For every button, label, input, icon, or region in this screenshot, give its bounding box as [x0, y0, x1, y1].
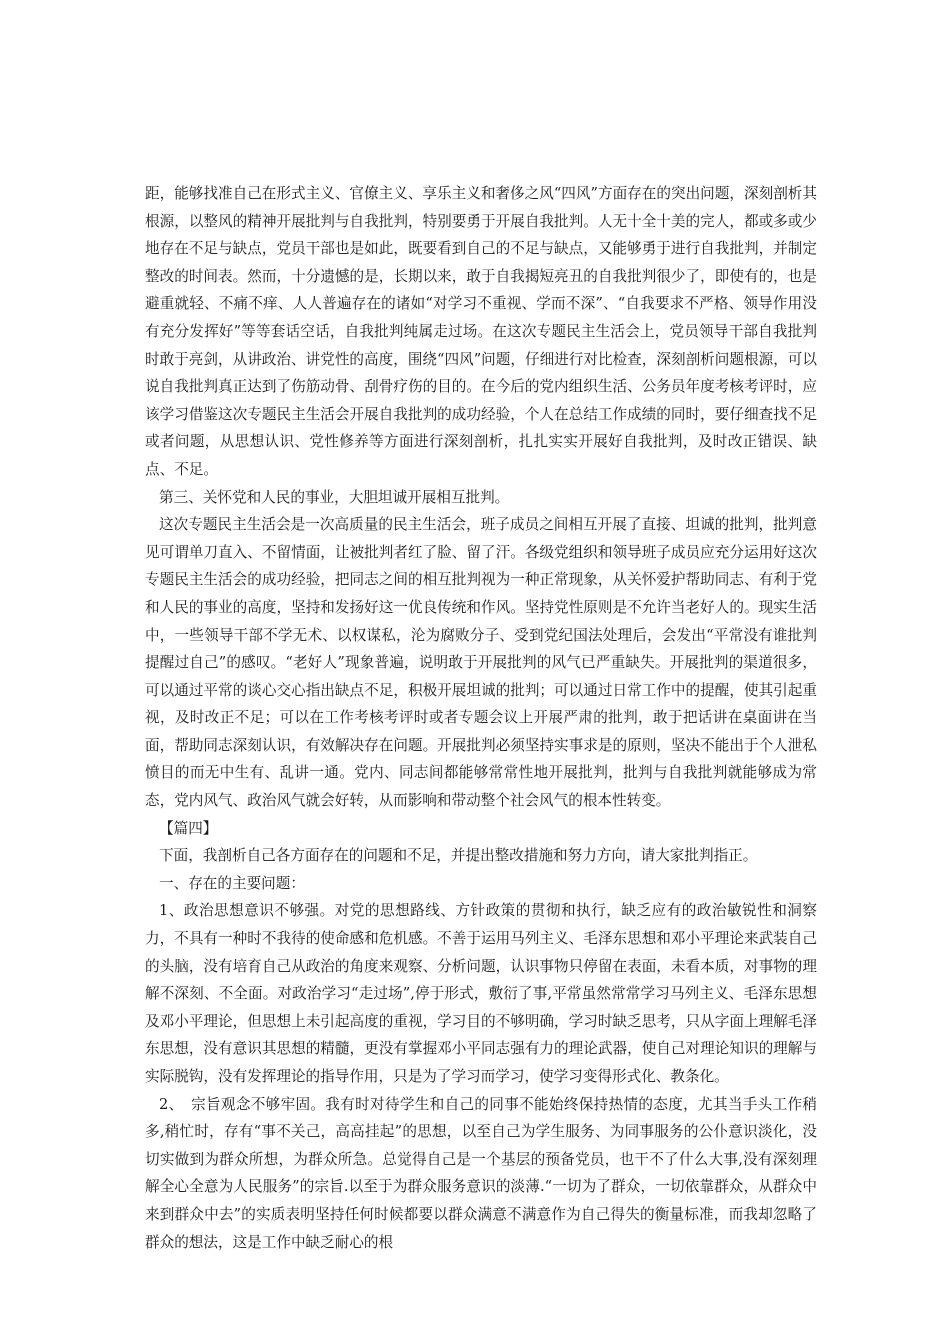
paragraph-intro: 下面，我剖析自己各方面存在的问题和不足，并提出整改措施和努力方向，请大家批判指正。 [159, 847, 758, 865]
heading-third-point: 第三、关怀党和人民的事业，大胆坦诚开展相互批判。 [159, 488, 510, 506]
paragraph-self-criticism: 距，能够找准自己在形式主义、官僚主义、享乐主义和奢侈之风“四风”方面存在的突出问题，深刻剖析其根源，以整风的精神开展批判与自我批判，特别要勇于开展自我批判。人无十全十美的完人，都或多或少地存在不足与缺点，党员干部也是如此，既要看到自己的不足与缺点，又能够勇于进行自我批判，并制定整改的时间表。然而，十分遗憾的是，长期以来，敢于自我揭短亮丑的自我批判很少了，即使有的，也是避重就轻、不痛不痒、人人普遍存在的诸如“对学习不重视、学而不深”、“自我要求不严格、领导作用没有充分发挥好”等等套话空话，自我批判纯属走过场。在这次专题民主生活会上，党员领导干部自我批判时敢于亮剑，从讲政治、讲党性的高度，围绕“四风”问题，仔细进行对比检查，深刻剖析问题根源，可以说自我批判真正达到了伤筋动骨、刮骨疗伤的目的。在今后的党内组织生活、公务员年度考核考评时，应该学习借鉴这次专题民主生活会开展自我批判的成功经验，个人在总结工作成绩的同时，要仔细查找不足或者问题，从思想认识、党性修养等方面进行深刻剖析，扎扎实实开展好自我批判，及时改正错误、缺点、不足。 [145, 185, 817, 478]
paragraph-problem-1: 1、政治思想意识不够强。对党的思想路线、方针政策的贯彻和执行，缺乏应有的政治敏锐性和洞察力，不具有一种时不我待的使命感和危机感。不善于运用马列主义、毛泽东思想和邓小平理论来武装自己的头脑，没有培育自己从政治的角度来观察、分析问题，认识事物只停留在表面，未看本质，对事物的理解不深刻、不全面。对政治学习“走过场”,停于形式，敷衍了事,平常虽然常常学习马列主义、毛泽东思想及邓小平理论，但思想上未引起高度的重视，学习目的不够明确，学习时缺乏思考，只从字面上理解毛泽东思想，没有意识其思想的精髓，更没有掌握邓小平同志强有力的理论武器，使自己对理论知识的理解与实际脱钩，没有发挥理论的指导作用，只是为了学习而学习，使学习变得形式化、教条化。 [145, 902, 817, 1085]
document-body [145, 180, 817, 1256]
section-heading-part-four: 【篇四】 [159, 819, 218, 837]
paragraph-problem-2: 2、 宗旨观念不够牢固。我有时对待学生和自己的同事不能始终保持热情的态度，尤其当手头工作稍多,稍忙时，存有“事不关己，高高挂起”的思想，以至自己为学生服务、为同事服务的公仆意识淡化，没切实做到为群众所想，为群众所急。总觉得自己是一个基层的预备党员，也干不了什么大事,没有深刻理解全心全意为人民服务”的宗旨.以至于为群众服务意识的淡薄.“一切为了群众，一切依靠群众，从群众中来到群众中去”的实质表明坚持任何时候都要以群众满意不满意作为自己得失的衡量标准，而我却忽略了群众的想法，这是工作中缺乏耐心的根 [145, 1095, 817, 1251]
heading-main-problems: 一、存在的主要问题： [159, 874, 305, 892]
paragraph-mutual-criticism: 这次专题民主生活会是一次高质量的民主生活会，班子成员之间相互开展了直接、坦诚的批判，批判意见可谓单刀直入、不留情面，让被批判者红了脸、留了汗。各级党组织和领导班子成员应充分运用好这次专题民主生活会的成功经验，把同志之间的相互批判视为一种正常现象，从关怀爱护帮助同志、有利于党和人民的事业的高度，坚持和发扬好这一优良传统和作风。坚持党性原则是不允许当老好人的。现实生活中，一些领导干部不学无术、以权谋私，沦为腐败分子、受到党纪国法处理后，会发出“平常没有谁批判提醒过自己”的感叹。“老好人”现象普遍，说明敢于开展批判的风气已严重缺失。开展批判的渠道很多，可以通过平常的谈心交心指出缺点不足，积极开展坦诚的批判；可以通过日常工作中的提醒，使其引起重视，及时改正不足；可以在工作考核考评时或者专题会议上开展严肃的批判，敢于把话讲在桌面讲在当面，帮助同志深刻认识，有效解决存在问题。开展批判必须坚持实事求是的原则，坚决不能出于个人泄私愤目的而无中生有、乱讲一通。党内、同志间都能够常常性地开展批判，批判与自我批判就能够成为常态，党内风气、政治风气就会好转，从而影响和带动整个社会风气的根本性转变。 [145, 516, 817, 810]
